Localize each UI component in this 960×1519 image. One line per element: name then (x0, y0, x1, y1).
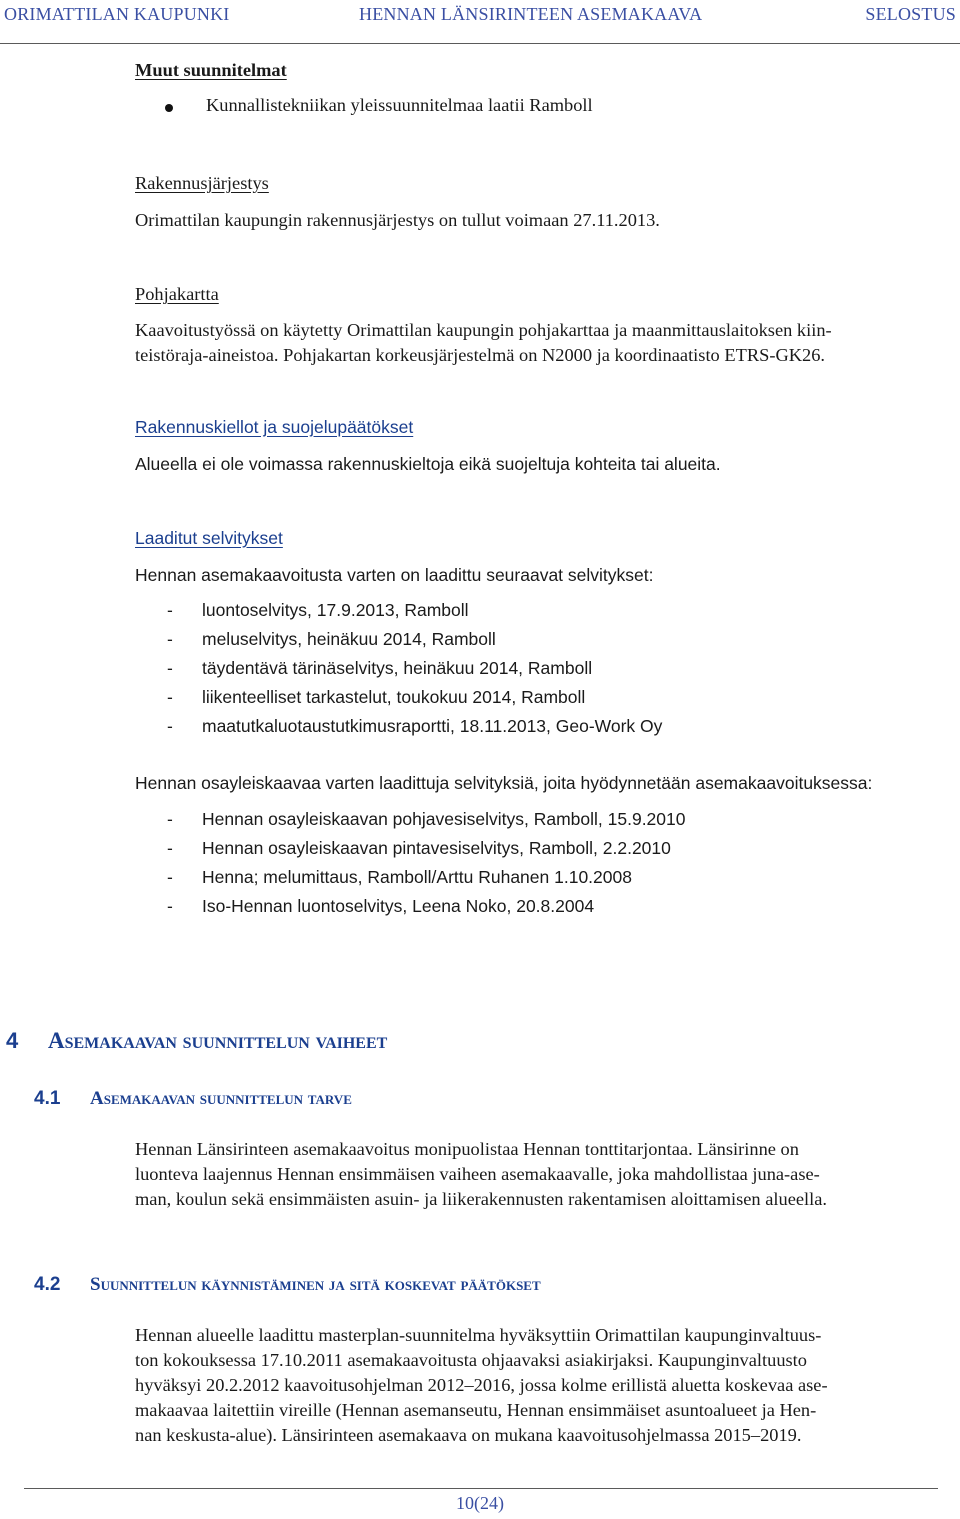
section-4-1-heading (34, 1088, 352, 1110)
selvitykset-intro-2: Hennan osayleiskaavaa varten laadittuja selvityksiä, joita hyödynnetään asemakaavoituksessa: (135, 773, 873, 793)
section-4-2-line-4: makaavaa laitettiin vireille (Hennan asemanseutu, Hennan ensimmäiset asuntoalueet ja Hen- (135, 1400, 817, 1420)
page-number: 10(24) (456, 1493, 504, 1513)
section-4-2-line-3: hyväksyi 20.2.2012 kaavoitusohjelman 2012–2016, jossa kolme erillistä aluetta koskevaa ase- (135, 1375, 828, 1395)
footer-divider (24, 1488, 938, 1489)
page-header (4, 2, 956, 26)
section-4-2-line-5: nan keskusta-alue). Länsirinteen asemakaava on mukana kaavoitusohjelmassa 2015–2019. (135, 1425, 802, 1445)
pohjakartta-line-2: teistöraja-aineistoa. Pohjakartan korkeusjärjestelmä on N2000 ja koordinaatisto ETRS-GK26. (135, 345, 825, 365)
section-4-2-line-1: Hennan alueelle laadittu masterplan-suunnitelma hyväksyttiin Orimattilan kaupunginvaltuus- (135, 1325, 822, 1345)
section-4-1-number: 4.1 (34, 1088, 61, 1109)
heading-rakennusjarjestys: Rakennusjärjestys (135, 173, 269, 193)
list-item: - täydentävä tärinäselvitys, heinäkuu 2014, Ramboll (167, 654, 950, 683)
section-4-1-title: Asemakaavan suunnittelun tarve (90, 1088, 352, 1109)
header-plan-title: HENNAN LÄNSIRINTEEN ASEMAKAAVA (359, 4, 703, 24)
list-item: - luontoselvitys, 17.9.2013, Ramboll (167, 596, 950, 625)
selvitykset-list (167, 596, 950, 741)
heading-muut-suunnitelmat: Muut suunnitelmat (135, 60, 287, 80)
section-4-heading (6, 1028, 387, 1054)
section-4-1-line-2: luonteva laajennus Hennan ensimmäisen vaiheen asemakaavalle, joka mahdollistaa juna-ase- (135, 1164, 820, 1184)
list-item: - Hennan osayleiskaavan pohjavesiselvitys, Ramboll, 15.9.2010 (167, 805, 950, 834)
section-4-2-line-2: ton kokouksessa 17.10.2011 asemakaavoitusta ohjaavaksi asiakirjaksi. Kaupunginvaltuusto (135, 1350, 807, 1370)
pohjakartta-line-1: Kaavoitustyössä on käytetty Orimattilan kaupungin pohjakarttaa ja maanmittauslaitoksen kiin- (135, 320, 832, 340)
rakennusjarjestys-text: Orimattilan kaupungin rakennusjärjestys on tullut voimaan 27.11.2013. (135, 210, 660, 230)
selvitykset-intro: Hennan asemakaavoitusta varten on laadittu seuraavat selvitykset: (135, 565, 654, 585)
section-4-number: 4 (6, 1028, 19, 1053)
heading-pohjakartta: Pohjakartta (135, 284, 219, 304)
header-municipality: ORIMATTILAN KAUPUNKI (4, 4, 230, 24)
section-4-1-line-3: man, koulun sekä ensimmäisten asuin- ja liikerakennusten rakentamisen aloittamisen alueella. (135, 1189, 827, 1209)
section-4-2-heading (34, 1274, 541, 1296)
bullet-text: Kunnallistekniikan yleissuunnitelmaa laatii Ramboll (206, 95, 593, 115)
list-item: - maatutkaluotaustutkimusraportti, 18.11.2013, Geo-Work Oy (167, 712, 950, 741)
section-4-2-number: 4.2 (34, 1274, 61, 1295)
header-divider (0, 43, 960, 44)
list-item: - Hennan osayleiskaavan pintavesiselvitys, Ramboll, 2.2.2010 (167, 834, 950, 863)
heading-laaditut-selvitykset: Laaditut selvitykset (135, 528, 283, 548)
heading-rakennuskiellot: Rakennuskiellot ja suojelupäätökset (135, 417, 414, 437)
list-item: - meluselvitys, heinäkuu 2014, Ramboll (167, 625, 950, 654)
header-document-type: SELOSTUS (865, 4, 956, 24)
bullet-dot-icon (165, 104, 173, 112)
selvitykset-list-2 (167, 805, 950, 921)
list-item: - Henna; melumittaus, Ramboll/Arttu Ruhanen 1.10.2008 (167, 863, 950, 892)
list-item: - liikenteelliset tarkastelut, toukokuu 2014, Ramboll (167, 683, 950, 712)
rakennuskiellot-text: Alueella ei ole voimassa rakennuskieltoja eikä suojeltuja kohteita tai alueita. (135, 454, 721, 474)
section-4-1-line-1: Hennan Länsirinteen asemakaavoitus monipuolistaa Hennan tonttitarjontaa. Länsirinne on (135, 1139, 799, 1159)
list-item: - Iso-Hennan luontoselvitys, Leena Noko, 20.8.2004 (167, 892, 950, 921)
section-4-2-title: Suunnittelun käynnistäminen ja sitä koskevat päätökset (90, 1274, 541, 1295)
section-4-title: Asemakaavan suunnittelun vaiheet (48, 1028, 388, 1053)
